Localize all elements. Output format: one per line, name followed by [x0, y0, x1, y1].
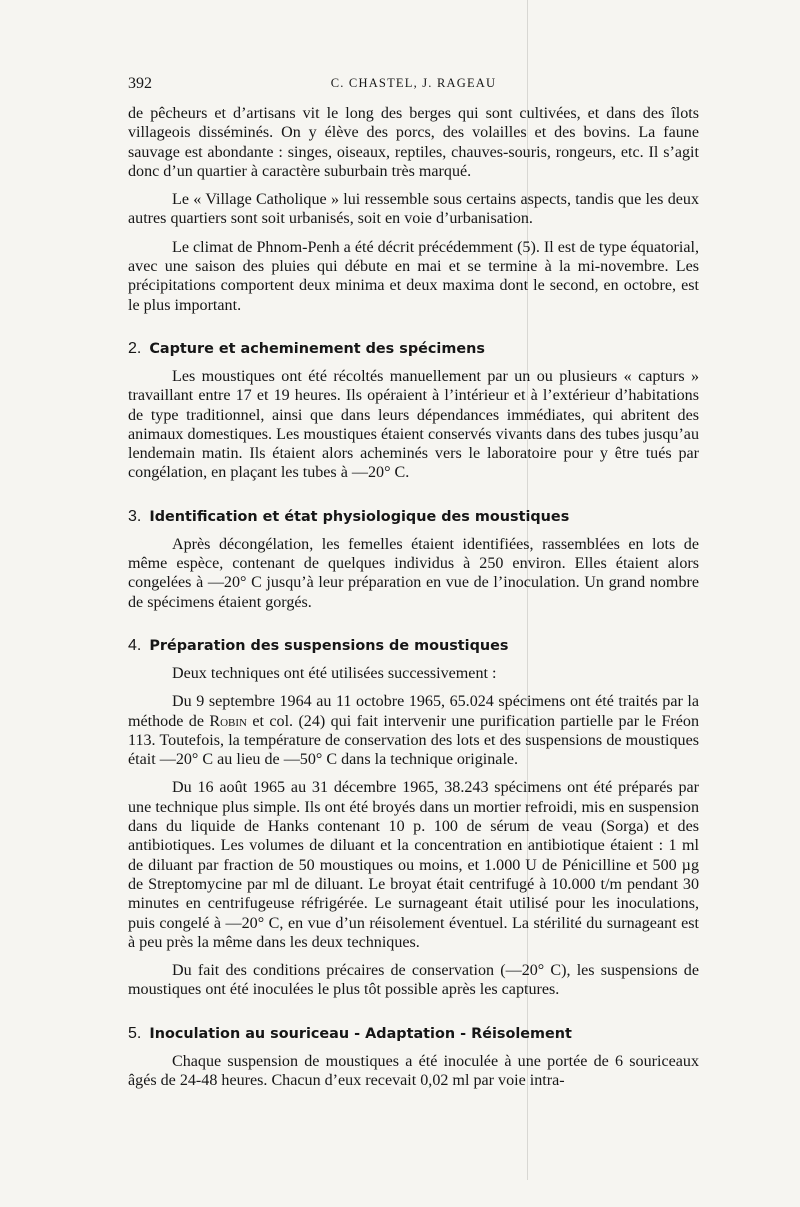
paragraph-3: Le climat de Phnom-Penh a été décrit précédemment (5). Il est de type équatorial, avec une saison des pluies qui débute en mai et se termine à la mi-novembre. Les précipitations comportent deux minima et deux maxima dont le second, en octobre, est le plus important. — [128, 238, 699, 314]
page-number: 392 — [128, 75, 152, 92]
paragraph-7 — [128, 692, 699, 769]
section-title: Préparation des suspensions de moustiques — [149, 637, 509, 654]
running-head: C. CHASTEL, J. RAGEAU — [330, 76, 497, 90]
paragraph-10: Chaque suspension de moustiques a été inoculée à une portée de 6 souriceaux âgés de 24-48 heures. Chacun d’eux recevait 0,02 ml par voie intra- — [128, 1052, 699, 1089]
paragraph-4: Les moustiques ont été récoltés manuellement par un ou plusieurs « capturs » travaillant entre 17 et 19 heures. Ils opéraient à l’intérieur et à l’extérieur d’habitations de type traditionnel, ainsi que dans leurs dépendances immédiates, qui abritent des animaux domestiques. Les moustiques étaient conservés vivants dans des tubes jusqu’au lendemain matin. Ils étaient alors acheminés vers le laboratoire pour y être tués par congélation, en plaçant les tubes à —20° C. — [128, 367, 699, 482]
body-text — [128, 104, 699, 1099]
paragraph-5: Après décongélation, les femelles étaient identifiées, rassemblées en lots de même espèce, contenant de quelques individus à 250 environ. Elles étaient alors congelées à —20° C jusqu’à leur préparation en vue de l’inoculation. Un grand nombre de spécimens étaient gorgés. — [128, 535, 699, 611]
section-number: 5. — [128, 1024, 142, 1042]
section-heading-4 — [128, 636, 699, 656]
section-heading-3 — [128, 507, 699, 527]
section-heading-5 — [128, 1024, 699, 1044]
section-number: 4. — [128, 636, 142, 654]
paragraph-7-before: Du 9 septembre 1964 au 11 octobre 1965, 65.024 spécimens ont été traités par la méthode de — [128, 693, 699, 730]
section-title: Capture et acheminement des spécimens — [149, 340, 485, 357]
paragraph-9: Du fait des conditions précaires de conservation (—20° C), les suspensions de moustiques ont été inoculées le plus tôt possible après les captures. — [128, 962, 699, 999]
paragraph-1: de pêcheurs et d’artisans vit le long des berges qui sont cultivées, et dans des îlots villageois disséminés. On y élève des porcs, des volailles et des bovins. La faune sauvage est abondante : singes, oiseaux, reptiles, chauves-souris, rongeurs, etc. Il s’agit donc d’un quartier à caractère suburbain très marqué. — [128, 105, 699, 180]
section-heading-2 — [128, 339, 699, 359]
author-name-robin: Robin — [209, 712, 247, 730]
paragraph-2: Le « Village Catholique » lui ressemble sous certains aspects, tandis que les deux autres quartiers sont soit urbanisés, soit en voie d’urbanisation. — [128, 191, 699, 228]
section-number: 2. — [128, 339, 142, 357]
paragraph-6: Deux techniques ont été utilisées successivement : — [172, 664, 497, 682]
section-title: Identification et état physiologique des moustiques — [149, 508, 570, 525]
page-header — [128, 75, 699, 95]
section-title: Inoculation au souriceau - Adaptation - Réisolement — [149, 1025, 572, 1042]
paragraph-7-after: et col. (24) qui fait intervenir une purification partielle par le Fréon 113. Toutefois, la température de conservation des lots et des suspensions de moustiques était —20° C au lieu de —50° C dans la technique originale. — [128, 712, 699, 769]
section-number: 3. — [128, 507, 142, 525]
paragraph-8: Du 16 août 1965 au 31 décembre 1965, 38.243 spécimens ont été préparés par une technique plus simple. Ils ont été broyés dans un mortier refroidi, mis en suspension dans du liquide de Hanks contenant 10 p. 100 de sérum de veau (Sorga) et des antibiotiques. Les volumes de diluant et la concentration en antibiotique étaient : 1 ml de diluant par fraction de 50 moustiques ou moins, et 1.000 U de Pénicilline et 500 µg de Streptomycine par ml de diluant. Le broyat était centrifugé à 10.000 t/m pendant 30 minutes en centrifugeuse réfrigérée. Le surnageant était utilisé pour les inoculations, puis congelé à —20° C, en vue d’un réisolement éventuel. La stérilité du surnageant est à peu près la même dans les deux techniques. — [128, 779, 699, 951]
